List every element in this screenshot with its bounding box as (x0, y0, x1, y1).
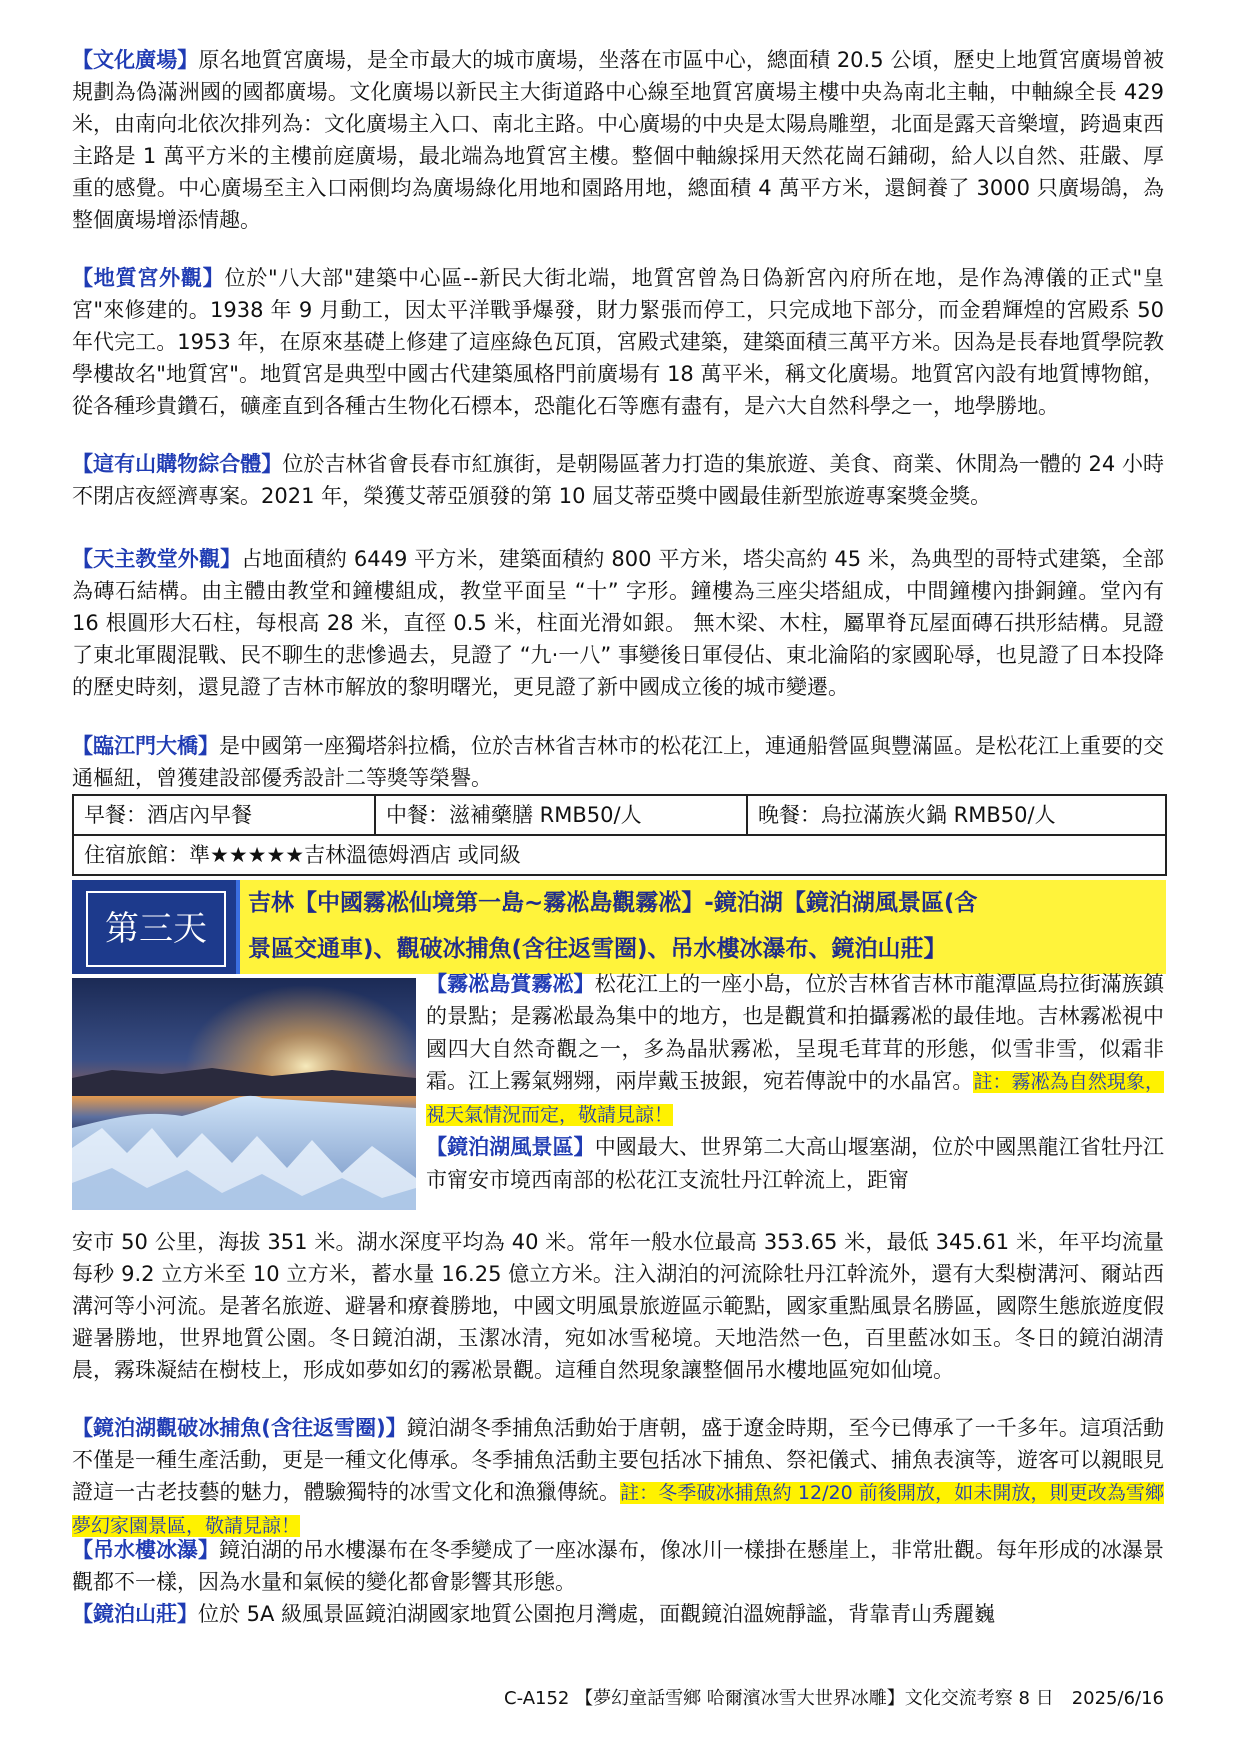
section-text: 位於吉林省會長春市紅旗街，是朝陽區著力打造的集旅遊、美食、商業、休閒為一體的 24 小時不閉店夜經濟專案。2021 年，榮獲艾蒂亞頒發的第 10 屆艾蒂亞獎中國最佳新型旅遊專案獎金獎。 (72, 452, 1165, 508)
lunch-cell: 中餐：滋補藥膳 RMB50/人 (375, 795, 747, 835)
section-diaoshuilou-ice-falls (72, 1534, 1164, 1598)
section-jingpo-lake-scenic (426, 1131, 1164, 1196)
section-catholic-church (72, 543, 1164, 703)
hotel-row (73, 835, 1166, 875)
rime-island-photo (72, 978, 416, 1210)
side-text-column (426, 968, 1164, 1196)
rime-landscape-image (72, 978, 416, 1210)
section-heading: 【這有山購物綜合體】 (72, 452, 283, 476)
section-text: 占地面積約 6449 平方米，建築面積約 800 平方米，塔尖高約 45 米，為典型的哥特式建築，全部為磚石結構。由主體由教堂和鐘樓組成，教堂平面呈 “十” 字形。鐘樓為三座尖塔組成，中間鐘樓內掛銅鐘。堂內有 16 根圓形大石柱，每根高 28 米，直徑 0.5 米，柱面光滑如銀。 無木梁、木柱，屬單脊瓦屋面磚石拱形結構。見證了東北軍閥混戰、民不聊生的悲慘過去，見證了 “九·一八” 事變後日軍侵佔、東北淪陷的家國恥辱，也見證了日本投降的歷史時刻，還見證了吉林市解放的黎明曙光，更見證了新中國成立後的城市變遷。 (72, 547, 1165, 699)
page-footer: C-A152 【夢幻童話雪鄉 哈爾濱冰雪大世界冰雕】文化交流考察 8 日 2025/6/16 (504, 1688, 1164, 1709)
section-heading: 【鏡泊山莊】 (72, 1602, 198, 1626)
section-text: 是中國第一座獨塔斜拉橋，位於吉林省吉林市的松花江上，連通船營區與豐滿區。是松花江上重要的交通樞紐，曾獲建設部優秀設計二等獎等榮譽。 (72, 734, 1164, 790)
hotel-cell: 住宿旅館：準★★★★★吉林溫德姆酒店 或同級 (73, 835, 1166, 875)
section-heading: 【文化廣場】 (72, 48, 199, 72)
day-banner (72, 880, 1166, 974)
section-heading: 【臨江門大橋】 (72, 734, 219, 758)
section-rime-island (426, 968, 1164, 1131)
section-text: 位於"八大部"建築中心區--新民大街北端，地質宮曾為日偽新宮內府所在地，是作為溥儀的正式"皇宮"來修建的。1938 年 9 月動工，因太平洋戰爭爆發，財力緊張而停工，只完成地下部分，而金碧輝煌的宮殿系 50 年代完工。1953 年，在原來基礎上修建了這座綠色瓦頂，宮殿式建築，建築面積三萬平方米。因為是長春地質學院教學樓故名"地質宮"。地質宮是典型中國古代建築風格門前廣場有 18 萬平米，稱文化廣場。地質宮內設有地質博物館，從各種珍貴鑽石，礦產直到各種古生物化石標本，恐龍化石等應有盡有，是六大自然科學之一，地學勝地。 (72, 266, 1165, 418)
section-jingpo-lake-continued (72, 1226, 1164, 1386)
section-linjiangmen-bridge (72, 730, 1164, 794)
section-jingpo-villa (72, 1598, 1164, 1630)
section-heading: 【鏡泊湖風景區】 (426, 1135, 595, 1160)
section-text: 安市 50 公里，海拔 351 米。湖水深度平均為 40 米。常年一般水位最高 353.65 米，最低 345.61 米，年平均流量每秒 9.2 立方米至 10 立方米，蓄水量 16.25 億立方米。注入湖泊的河流除牡丹江幹流外，還有大梨樹溝河、爾站西溝河等小河流。是著名旅遊、避暑和療養勝地，中國文明風景旅遊區示範點，國家重點風景名勝區，國際生態旅遊度假避暑勝地，世界地質公園。冬日鏡泊湖，玉潔冰清，宛如冰雪秘境。天地浩然一色，百里藍冰如玉。冬日的鏡泊湖清晨，霧珠凝結在樹枝上，形成如夢如幻的霧凇景觀。這種自然現象讓整個吊水樓地區宛如仙境。 (72, 1230, 1164, 1382)
section-note: 註：霧凇為自然現象，視天氣情況而定，敬請見諒！ (426, 1070, 1164, 1127)
section-ice-fishing (72, 1412, 1164, 1542)
section-heading: 【天主教堂外觀】 (72, 547, 242, 571)
section-culture-square (72, 44, 1164, 236)
section-text: 鏡泊湖的吊水樓瀑布在冬季變成了一座冰瀑布，像冰川一樣掛在懸崖上，非常壯觀。每年形成的冰瀑景觀都不一樣，因為水量和氣候的變化都會影響其形態。 (72, 1538, 1164, 1594)
section-zheyoushan-mall (72, 448, 1164, 512)
dinner-cell: 晚餐：烏拉滿族火鍋 RMB50/人 (747, 795, 1166, 835)
section-text: 位於 5A 級風景區鏡泊湖國家地質公園抱月灣處，面觀鏡泊溫婉靜謐，背靠青山秀麗巍 (198, 1602, 996, 1626)
section-text: 原名地質宮廣場，是全市最大的城市廣場，坐落在市區中心，總面積 20.5 公頃，歷史上地質宮廣場曾被規劃為偽滿洲國的國都廣場。文化廣場以新民主大街道路中心線至地質宮廣場主樓中央為南北主軸，中軸線全長 429 米，由南向北依次排列為：文化廣場主入口、南北主路。中心廣場的中央是太陽鳥雕塑，北面是露天音樂壇，跨過東西主路是 1 萬平方米的主樓前庭廣場，最北端為地質宮主樓。整個中軸線採用天然花崗石鋪砌，給人以自然、莊嚴、厚重的感覺。中心廣場至主入口兩側均為廣場綠化用地和園路用地，總面積 4 萬平方米，還飼養了 3000 只廣場鴿，為整個廣場增添情趣。 (72, 48, 1165, 232)
section-geology-palace (72, 262, 1164, 422)
section-heading: 【霧凇島賞霧凇】 (426, 972, 595, 996)
section-text: 中國最大、世界第二大高山堰塞湖，位於中國黑龍江省牡丹江市甯安市境西南部的松花江支流牡丹江幹流上，距甯 (426, 1135, 1165, 1192)
breakfast-cell: 早餐：酒店內早餐 (73, 795, 375, 835)
section-heading: 【吊水樓冰瀑】 (72, 1538, 219, 1562)
day-title (240, 880, 1166, 974)
section-text: 松花江上的一座小島，位於吉林省吉林市龍潭區烏拉街滿族鎮的景點；是霧凇最為集中的地方，也是觀賞和拍攝霧凇的最佳地。吉林霧凇視中國四大自然奇觀之一，多為晶狀霧凇，呈現毛茸茸的形態，似雪非雪，似霜非霜。江上霧氣翙翙，兩岸戴玉披銀，宛若傳說中的水晶宮。 (426, 972, 1165, 1093)
day-tag (72, 880, 240, 974)
section-heading: 【鏡泊湖觀破冰捕魚(含往返雪圈)】 (72, 1416, 407, 1440)
meal-table (72, 794, 1167, 876)
day-title-line1: 吉林【中國霧凇仙境第一島~霧凇島觀霧凇】-鏡泊湖【鏡泊湖風景區(含 (248, 890, 978, 916)
meal-row (73, 795, 1166, 835)
day-label: 第三天 (86, 891, 226, 967)
section-note: 註：冬季破冰捕魚約 12/20 前後開放，如未開放，則更改為雪鄉夢幻家園景區，敬請見諒！ (72, 1482, 1164, 1537)
section-heading: 【地質宮外觀】 (72, 266, 225, 290)
day-title-line2: 景區交通車)、觀破冰捕魚(含往返雪圈)、吊水樓冰瀑布、鏡泊山莊】 (248, 936, 947, 962)
section-text: 鏡泊湖冬季捕魚活動始于唐朝，盛于遼金時期，至今已傳承了一千多年。這項活動不僅是一種生產活動，更是一種文化傳承。冬季捕魚活動主要包括冰下捕魚、祭祀儀式、捕魚表演等，遊客可以親眼見證這一古老技藝的魅力，體驗獨特的冰雪文化和漁獵傳統。 (72, 1416, 1164, 1504)
